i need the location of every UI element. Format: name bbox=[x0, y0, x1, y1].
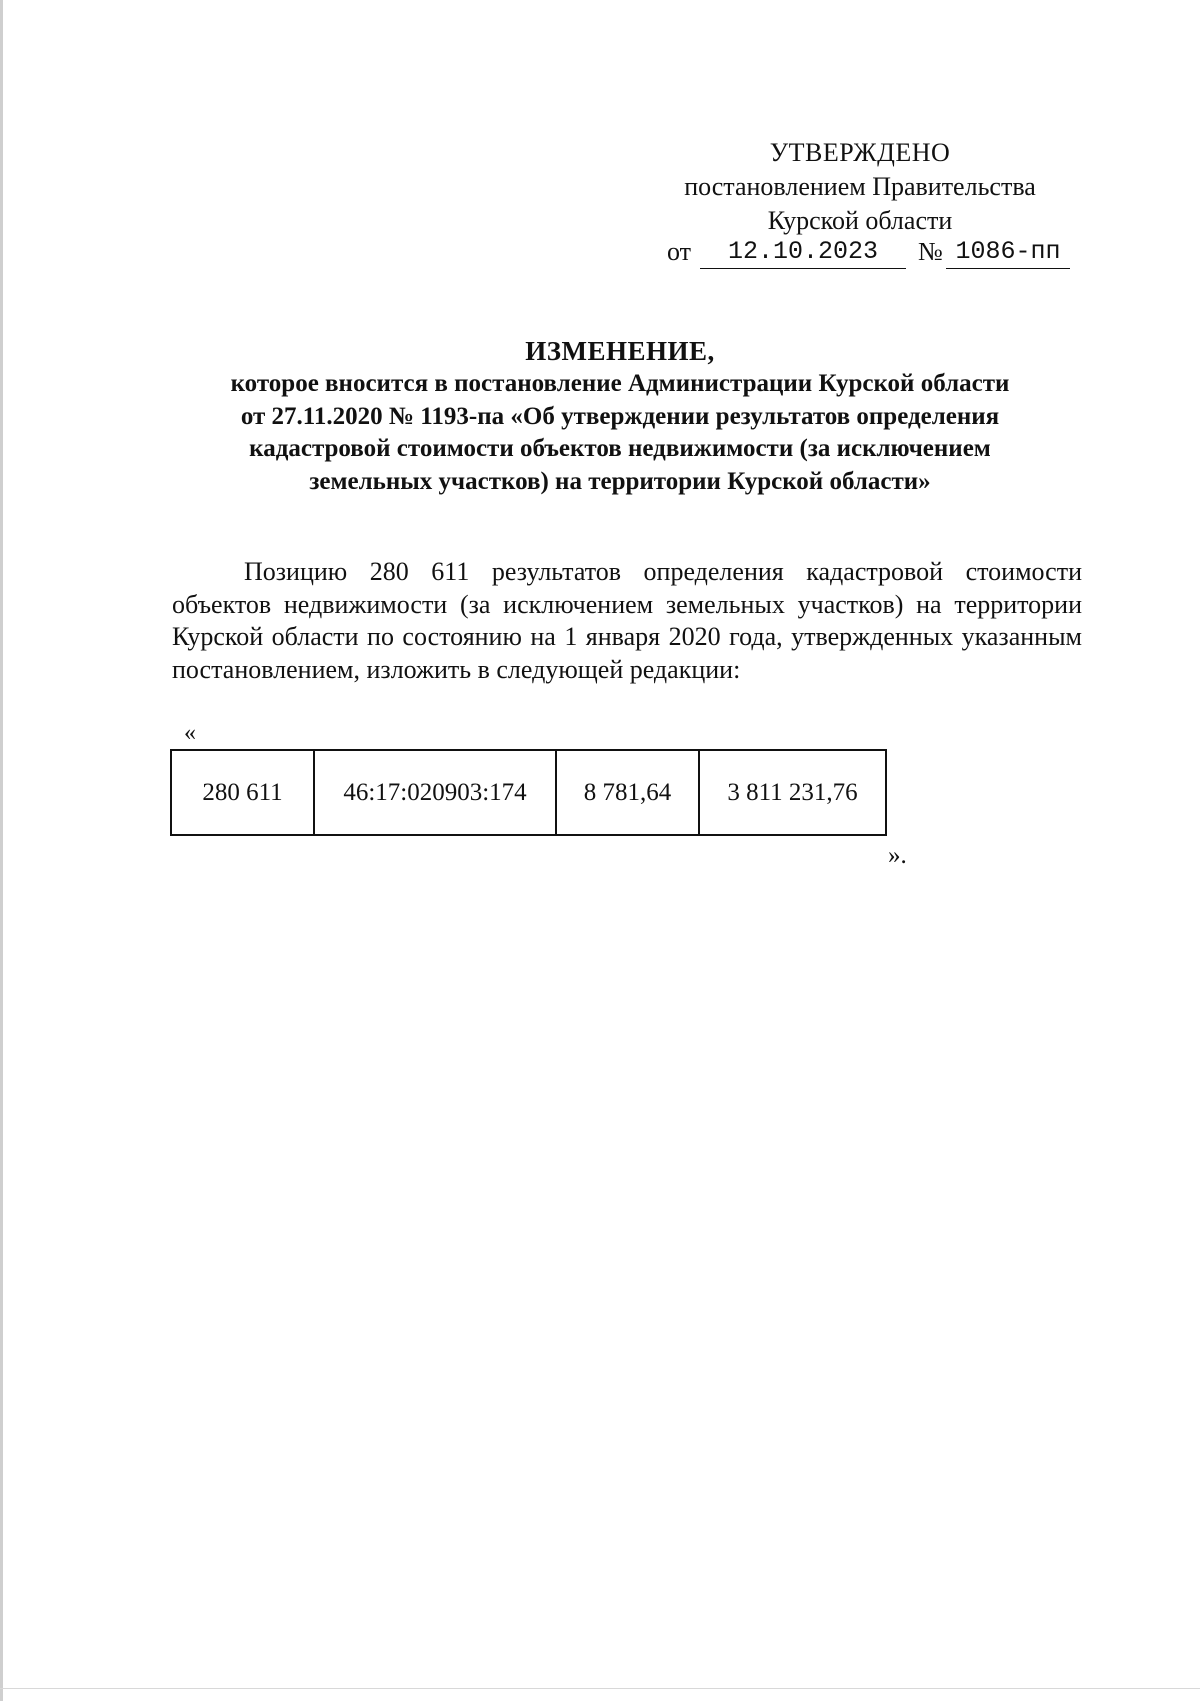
position-cell: 280 611 bbox=[171, 750, 314, 835]
table-row bbox=[171, 750, 886, 835]
scan-bottom-line bbox=[0, 1688, 1200, 1689]
approval-stamp bbox=[640, 136, 1080, 238]
number-prefix: № bbox=[918, 237, 943, 266]
cadastral-number-cell: 46:17:020903:174 bbox=[314, 750, 556, 835]
title-heading: ИЗМЕНЕНИЕ, bbox=[525, 336, 715, 366]
quote-close: ». bbox=[888, 842, 907, 869]
title-line-2: от 27.11.2020 № 1193-па «Об утверждении результатов определения bbox=[240, 402, 1000, 430]
approval-date: 12.10.2023 bbox=[700, 236, 906, 269]
approval-line-2: Курской области bbox=[767, 206, 953, 235]
amendment-table bbox=[170, 749, 887, 836]
date-prefix: от bbox=[667, 237, 692, 266]
scan-edge bbox=[0, 0, 3, 1701]
quote-open: « bbox=[184, 720, 196, 746]
title-line-3: кадастровой стоимости объектов недвижимости (за исключением bbox=[249, 435, 991, 462]
title-line-4: земельных участков) на территории Курской области» bbox=[309, 467, 931, 495]
approval-number: 1086-пп bbox=[946, 236, 1070, 269]
body-paragraph: Позицию 280 611 результатов определения кадастровой стоимости объектов недвижимости (за исключением земельных участков) на территории Курской области по состоянию на 1 января 2020 года, утвержденных указанным постановлением, изложить в следующей редакции: bbox=[172, 557, 1082, 684]
specific-value-cell: 8 781,64 bbox=[556, 750, 699, 835]
title-line-1: которое вносится в постановление Администрации Курской области bbox=[230, 370, 1010, 397]
document-title bbox=[160, 334, 1080, 498]
cadastral-value-cell: 3 811 231,76 bbox=[699, 750, 886, 835]
approval-word: УТВЕРЖДЕНО bbox=[769, 138, 951, 167]
approval-line-1: постановлением Правительства bbox=[684, 172, 1036, 201]
